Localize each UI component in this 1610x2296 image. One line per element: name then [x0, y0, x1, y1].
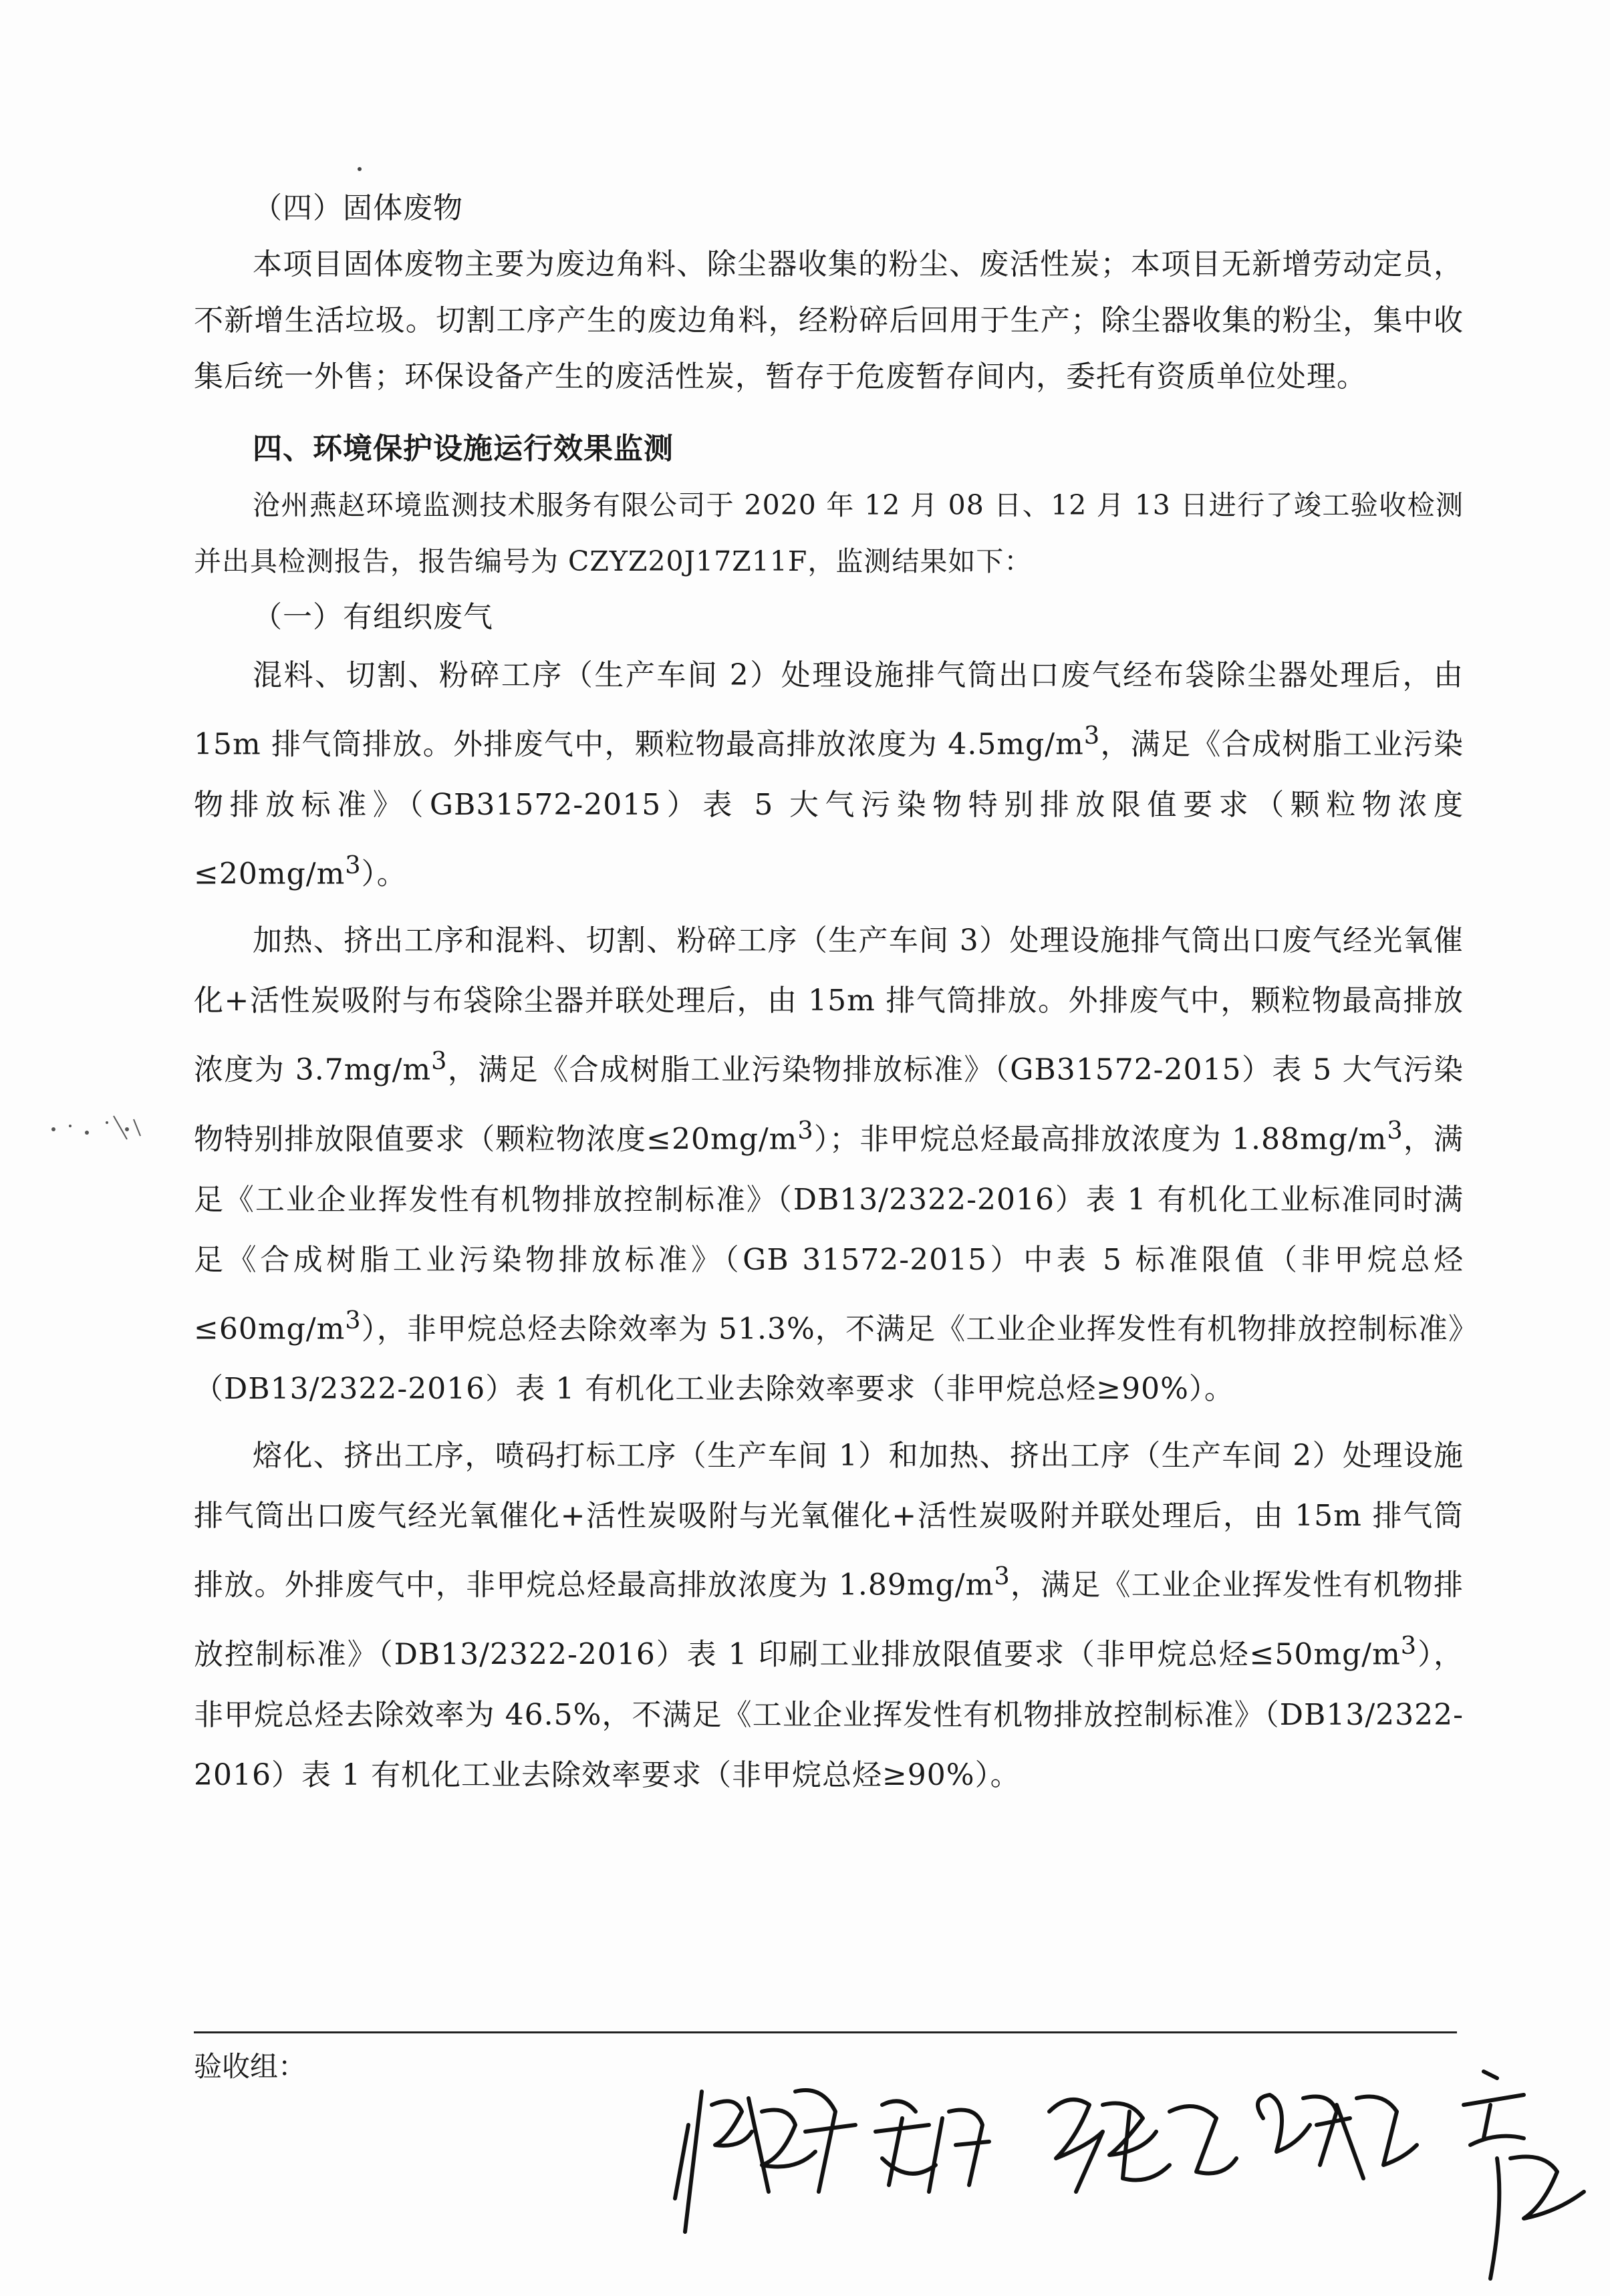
solid-waste-heading: （四）固体废物 [253, 191, 463, 225]
solid-waste-paragraph: 本项目固体废物主要为废边角料、除尘器收集的粉尘、废活性炭；本项目无新增劳动定员，不新增生活垃圾。切割工序产生的废边角料，经粉碎后回用于生产；除尘器收集的粉尘，集中收集后统一外售；环保设备产生的废活性炭，暂存于危废暂存间内，委托有资质单位处理。 [194, 247, 1464, 394]
scan-speck [358, 167, 362, 171]
paragraph-workshop2-dust [194, 645, 1464, 904]
superscript-3: 3 [994, 1562, 1011, 1591]
para2-text-d: ，满足《工业企业挥发性有机物排放控制标准》（DB13/2322-2016）表 1 有机化工业标准同时满足《合成树脂工业污染物排放标准》（GB 31572-2015）中表 5 标准限值（非甲烷总烃≤60mg/m [194, 1122, 1464, 1346]
superscript-3: 3 [345, 1305, 362, 1334]
superscript-3: 3 [1083, 721, 1101, 750]
para3-text-b: ，满足《工业企业挥发性有机物排放控制标准》（DB13/2322-2016）表 1 印刷工业排放限值要求（非甲烷总烃≤50mg/m [194, 1568, 1464, 1672]
para2-text-c: ）；非甲烷总烃最高排放浓度为 1.88mg/m [813, 1122, 1387, 1157]
para2-text-e: ），非甲烷总烃去除效率为 51.3%，不满足《工业企业挥发性有机物排放控制标准》（DB13/2322-2016）表 1 有机化工业去除效率要求（非甲烷总烃≥90%）。 [194, 1312, 1464, 1407]
paragraph-workshop3 [194, 911, 1464, 1419]
para1-text-a: 混料、切割、粉碎工序（生产车间 2）处理设施排气筒出口废气经布袋除尘器处理后，由 15m 排气筒排放。外排废气中，颗粒物最高排放浓度为 4.5mg/m [194, 658, 1464, 762]
paragraph-workshop1-2 [194, 1426, 1464, 1805]
superscript-3: 3 [1387, 1115, 1403, 1145]
para2-text-b: ，满足《合成树脂工业污染物排放标准》（GB31572-2015）表 5 大气污染物特别排放限值要求（颗粒物浓度≤20mg/m [194, 1052, 1464, 1157]
para3-text-a: 熔化、挤出工序，喷码打标工序（生产车间 1）和加热、挤出工序（生产车间 2）处理设施排气筒出口废气经光氧催化+活性炭吸附与光氧催化+活性炭吸附并联处理后，由 15m 排气筒排放。外排废气中，非甲烷总烃最高排放浓度为 1.89mg/m [194, 1439, 1464, 1602]
para1-text-b: ，满足《合成树脂工业污染物排放标准》（GB31572-2015）表 5 大气污染物特别排放限值要求（颗粒物浓度≤20mg/m [194, 727, 1464, 891]
section4-heading: 四、环境保护设施运行效果监测 [253, 432, 674, 466]
superscript-3: 3 [1400, 1630, 1418, 1660]
para1-text-c: ）。 [361, 857, 407, 891]
para3-text-c: ），非甲烷总烃去除效率为 46.5%，不满足《工业企业挥发性有机物排放控制标准》（DB13/2322-2016）表 1 有机化工业去除效率要求（非甲烷总烃≥90%）。 [194, 1637, 1464, 1792]
handwritten-signatures [662, 2031, 1597, 2285]
acceptance-group-label: 验收组： [194, 2050, 307, 2083]
superscript-3: 3 [431, 1046, 448, 1076]
section4-intro: 沧州燕赵环境监测技术服务有限公司于 2020 年 12 月 08 日、12 月 13 日进行了竣工验收检测并出具检测报告，报告编号为 CZYZ20J17Z11F，监测结果如下： [194, 489, 1464, 577]
superscript-3: 3 [345, 850, 362, 879]
para2-text-a: 加热、挤出工序和混料、切割、粉碎工序（生产车间 3）处理设施排气筒出口废气经光氧催化+活性炭吸附与布袋除尘器并联处理后，由 15m 排气筒排放。外排废气中，颗粒物最高排放浓度为 3.7mg/m [194, 923, 1464, 1087]
organized-gas-heading: （一）有组织废气 [253, 600, 493, 634]
document-body [194, 180, 1464, 1806]
superscript-3: 3 [797, 1115, 814, 1145]
scan-noise-marks [40, 1109, 174, 1149]
